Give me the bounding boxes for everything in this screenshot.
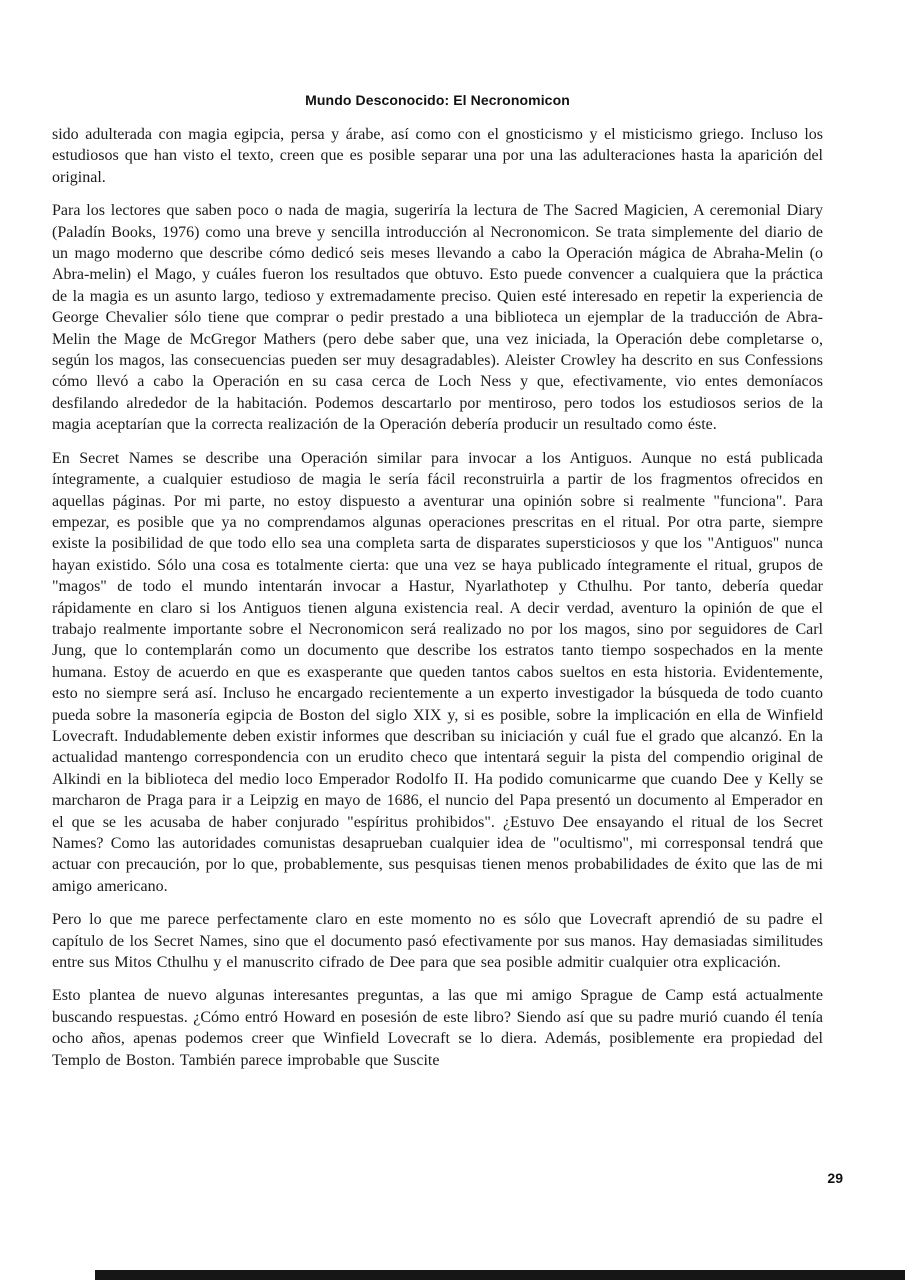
paragraph-4: Pero lo que me parece perfectamente claro en este momento no es sólo que Lovecraft aprendió de su padre el capítulo de los Secret Names, sino que el documento pasó efectivamente por sus manos. Hay demasiadas similitudes entre sus Mitos Cthulhu y el manuscrito cifrado de Dee para que sea posible admitir cualquier otra explicación.: [52, 911, 823, 972]
next-page-edge: [95, 1270, 905, 1280]
page-title: Mundo Desconocido: El Necronomicon: [305, 92, 570, 108]
paragraph-3: En Secret Names se describe una Operación similar para invocar a los Antiguos. Aunque no está publicada íntegramente, a cualquier estudioso de magia le sería fácil reconstruirla a partir de los fragmentos ofrecidos en aquellas páginas. Por mi parte, no estoy dispuesto a aventurar una opinión sobre si realmente "funciona". Para empezar, es posible que ya no comprendamos algunas operaciones prescritas en el ritual. Por otra parte, siempre existe la posibilidad de que todo ello sea una completa sarta de disparates supersticiosos y que los "Antiguos" nunca hayan existido. Sólo una cosa es totalmente cierta: que una vez se haya publicado íntegramente el ritual, grupos de "magos" de todo el mundo intentarán invocar a Hastur, Nyarlathotep y Cthulhu. Por tanto, debería quedar rápidamente en claro si los Antiguos tienen alguna existencia real. A decir verdad, aventuro la opinión de que el trabajo realmente importante sobre el Necronomicon será realizado no por los magos, sino por seguidores de Carl Jung, que lo contemplarán como un documento que describe los estratos tanto tiempo sospechados en la mente humana. Estoy de acuerdo en que es exasperante que queden tantos cabos sueltos en esta historia. Evidentemente, esto no siempre será así. Incluso he encargado recientemente a un experto investigador la búsqueda de todo cuanto pueda sobre la masonería egipcia de Boston del siglo XIX y, si es posible, sobre la implicación en ella de Winfield Lovecraft. Indudablemente deben existir informes que describan su iniciación y cuál fue el grado que alcanzó. En la actualidad mantengo correspondencia con un erudito checo que intentará seguir la pista del compendio original de Alkindi en la biblioteca del medio loco Emperador Rodolfo II. Ha podido comunicarme que cuando Dee y Kelly se marcharon de Praga para ir a Leipzig en mayo de 1686, el nuncio del Papa presentó un documento al Emperador en el que se les acusaba de haber conjurado "espíritus prohibidos". ¿Estuvo Dee ensayando el ritual de los Secret Names? Como las autoridades comunistas desaprueban cualquier idea de "ocultismo", mi corresponsal tendrá que actuar con precaución, por lo que, probablemente, sus pesquisas tienen menos probabilidades de éxito que las de mi amigo americano.: [52, 449, 823, 895]
paragraph-5: Esto plantea de nuevo algunas interesantes preguntas, a las que mi amigo Sprague de Camp está actualmente buscando respuestas. ¿Cómo entró Howard en posesión de este libro? Siendo así que su padre murió cuando él tenía ocho años, apenas podemos creer que Winfield Lovecraft se lo diera. Además, posiblemente era propiedad del Templo de Boston. También parece improbable que Suscite: [52, 987, 823, 1069]
paragraph-1: sido adulterada con magia egipcia, persa y árabe, así como con el gnosticismo y el misticismo griego. Incluso los estudiosos que han visto el texto, creen que es posible separar una por una las adulteraciones hasta la aparición del original.: [52, 126, 823, 186]
page-number: 29: [827, 1170, 843, 1186]
paragraph-2: Para los lectores que saben poco o nada de magia, sugeriría la lectura de The Sacred Magicien, A ceremonial Diary (Paladín Books, 1976) como una breve y sencilla introducción al Necronomicon. Se trata simplemente del diario de un mago moderno que describe cómo dedicó seis meses llevando a cabo la Operación mágica de Abraha-Melin (o Abra-melin) el Mago, y cuáles fueron los resultados que obtuvo. Esto puede convencer a cualquiera que la práctica de la magia es un asunto largo, tedioso y extremadamente preciso. Quien esté interesado en repetir la experiencia de George Chevalier sólo tiene que comprar o pedir prestado a una biblioteca un ejemplar de la traducción de Abra-Melin the Mage de McGregor Mathers (pero debe saber que, una vez iniciada, la Operación debe completarse o, según los magos, las consecuencias pueden ser muy desagradables). Aleister Crowley ha descrito en sus Confessions cómo llevó a cabo la Operación en su casa cerca de Loch Ness y que, efectivamente, vio entes demoníacos desfilando alrededor de la habitación. Podemos descartarlo por mentiroso, pero todos los estudiosos serios de la magia aceptarían que la correcta realización de la Operación debería producir un resultado como éste.: [52, 202, 823, 434]
